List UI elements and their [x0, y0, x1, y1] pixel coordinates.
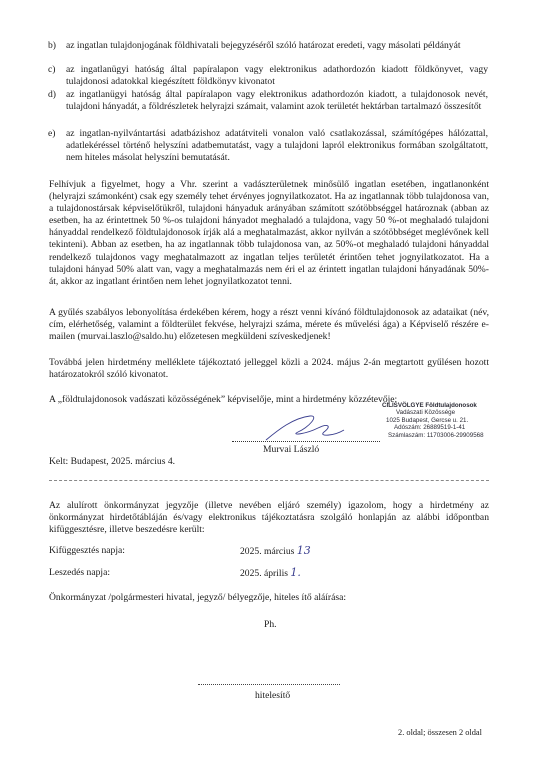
- removed-date: [240, 567, 301, 580]
- representative-line: A „földtulajdonosok vadászati közösségének” képviselője, mint a hirdetmény közzétevője:: [49, 394, 398, 405]
- page-number: 2. oldal; összesen 2 oldal: [398, 728, 482, 737]
- posted-label: Kifüggesztés napja:: [49, 545, 125, 556]
- organization-stamp: [382, 402, 494, 439]
- list-marker: d): [48, 89, 56, 100]
- seal-and-signature-label: Önkormányzat /polgármesteri hivatal, jegyző/ bélyegzője, hiteles ítő aláírása:: [49, 592, 347, 603]
- ph-mark: Ph.: [264, 619, 277, 630]
- list-marker: e): [48, 128, 56, 139]
- posted-day-handwritten: 13: [296, 544, 311, 557]
- list-item-d: [48, 89, 488, 113]
- certification-intro: Az alulírott önkormányzat jegyzője (illetve nevében eljáró személy) igazolom, hogy a hirdetmény az önkormányzat hirdetőtábláján és/vagy elektronikus tájékoztatásra szolgáló honlapján az alábbi időpontban kifüggesztésre, illetve beszedésre került:: [49, 500, 489, 536]
- list-text: az ingatlan tulajdonjogának földhivatali bejegyzéséről szóló határozat eredeti, vagy másolati példányát: [66, 40, 461, 51]
- list-text: az ingatlan-nyilvántartási adatbázishoz adatátviteli vonalon való csatlakozással, számítógépes hálózattal, adatlekéréssel történő helyszíni adatbemutatást, vagy a tulajdoni lapról elektronikus formában szolgáltatott, nem hiteles másolat helyszíni bemutatását.: [66, 128, 488, 164]
- posted-date: [240, 545, 311, 558]
- list-marker: c): [48, 64, 56, 75]
- stamp-line: CILISVÖLGYE Földtulajdonosok: [382, 402, 477, 409]
- list-text: az ingatlanügyi hatóság által papíralapon vagy elektronikus adathordozón kiadott, a tulajdonosok nevét, tulajdoni hányadát, a földrészletek helyrajzi számait, valamint azok területét hektárban tartalmazó összesítőt: [66, 89, 488, 113]
- list-marker: b): [48, 40, 56, 51]
- list-text: az ingatlanügyi hatóság által papíralapon vagy elektronikus adathordozón kiadott földkönyvet, vagy tulajdonosi adatokkal kiegészített földkönyv kivonatot: [66, 64, 488, 88]
- signature-line: [232, 441, 380, 442]
- list-item-c: [48, 64, 488, 88]
- stamp-line: Számlaszám: 11703006-29909568: [388, 431, 484, 439]
- stamp-line: Vadászati Közössége: [396, 409, 456, 417]
- list-item-e: [48, 128, 488, 164]
- notice-paragraph-attachment: Továbbá jelen hirdetmény melléklete tájékoztató jelleggel közli a 2024. május 2-án megtartott gyűlésen hozott határozatokról szóló kivonatot.: [49, 357, 489, 381]
- place-and-date: Kelt: Budapest, 2025. március 4.: [49, 456, 176, 467]
- removed-date-text: 2025. április: [240, 568, 288, 579]
- notice-paragraph-meeting: A gyűlés szabályos lebonyolítása érdekében kérem, hogy a részt venni kívánó földtulajdonosok az adataikat (név, cím, elérhetőség, valamint a földterület fekvése, helyrajzi száma, mérete és művelési ága) a Képviselő részére e-mailen (murvai.laszlo@saldo.hu) előzetesen megküldeni szíveskedjenek!: [49, 307, 489, 343]
- removed-day-handwritten: 1.: [290, 566, 301, 579]
- list-item-b: [48, 40, 488, 52]
- posted-date-text: 2025. március: [240, 546, 295, 557]
- stamp-line: 1025 Budapest, Gercse u. 21.: [386, 416, 469, 424]
- notice-paragraph-majority: Felhívjuk a figyelmet, hogy a Vhr. szerint a vadászterületnek minősülő ingatlan esetében, ingatlanonként (helyrajzi számonként) csak egy személy tehet érvényes jognyilatkozatot. Ha az ingatlannak több tulajdonosa van, a tulajdonostársak képviselőtükről, tulajdoni hányaduk arányában számított szótöbbséggel határoznak (abban az esetben, ha az érintettnek 50 %-os tulajdoni hányadot meghaladó a tulajdona, vagy 50 %-ot meghaladó tulajdoni hányaddal rendelkező földtulajdonosok írják alá a meghatalmazást, akkor nyilván a szótöbbséget meglévőnek kell tekinteni). Abban az esetben, ha az ingatlannak több tulajdonosa van, az 50%-ot meghaladó tulajdoni hányaddal rendelkező tulajdonos vagy meghatalmazott az ingatlan teljes területét érintően tehet jognyilatkozatot. Ha a tulajdoni hányad 50% alatt van, vagy a meghatalmazás nem éri el az érintett ingatlan tulajdoni hányadának 50%-át, akkor az ingatlant érintően nem lehet jognyilatkozatot tenni.: [49, 179, 489, 287]
- signatory-name: Murvai László: [263, 444, 320, 455]
- section-divider: [49, 480, 489, 481]
- certifier-signature-line: [198, 684, 340, 685]
- certifier-label: hitelesítő: [255, 690, 291, 701]
- email-link[interactable]: murvai.laszlo@saldo.hu: [80, 331, 174, 343]
- stamp-line: Adószám: 26889519-1-41: [394, 424, 466, 432]
- removed-label: Leszedés napja:: [49, 567, 110, 578]
